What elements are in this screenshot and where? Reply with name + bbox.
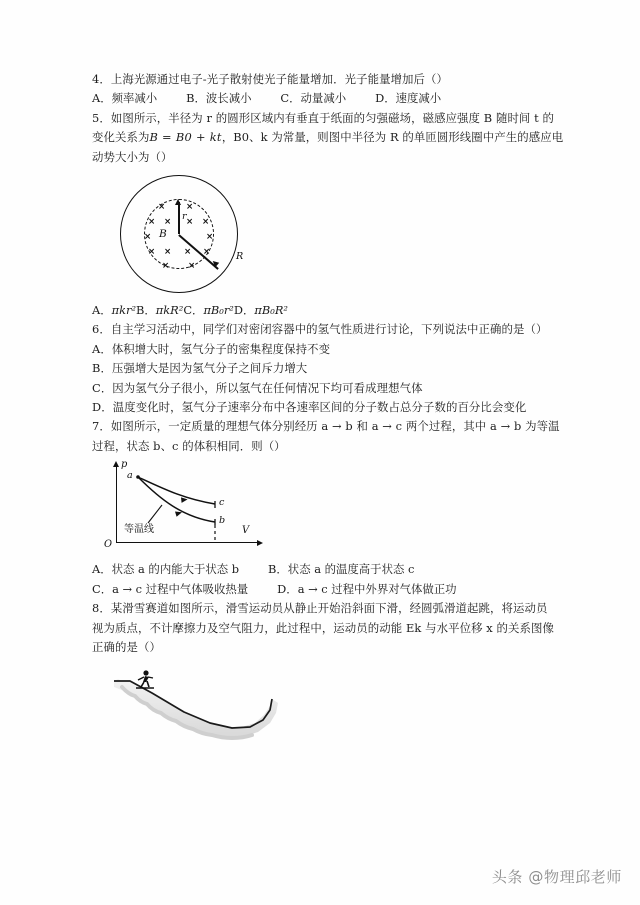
field-x-icon: × xyxy=(164,247,172,258)
pv-origin-label: O xyxy=(104,539,113,551)
pv-point-a-label: a xyxy=(127,470,133,482)
question-6-stem: 6．自主学习活动中，同学们对密闭容器中的氢气性质进行讨论，下列说法中正确的是（） xyxy=(92,322,548,337)
field-x-icon: × xyxy=(186,202,194,213)
question-6-option-a: A．体积增大时，氢气分子的密集程度保持不变 xyxy=(92,341,331,356)
watermark: 头条 @物理邱老师 xyxy=(491,868,622,886)
exam-content xyxy=(92,70,564,763)
field-x-icon: × xyxy=(144,232,152,243)
question-8-stem-line3: 正确的是（） xyxy=(92,639,161,654)
field-x-icon: × xyxy=(184,247,192,258)
question-4-options: A．频率减小 B．波长减小 C．动量减小 D．速度减小 xyxy=(92,91,442,106)
pv-diagram-figure xyxy=(102,459,352,557)
q5-opt-b-letter: B． xyxy=(136,303,156,318)
question-8-stem-line1: 8．某滑雪赛道如图所示，滑雪运动员从静止开始沿斜面下滑，经圆弧滑道起跳，将运动员 xyxy=(92,601,548,616)
field-x-icon: × xyxy=(148,247,156,258)
field-x-icon: × xyxy=(148,217,156,228)
q5-opt-c-expr: πB₀r² xyxy=(203,303,234,318)
field-x-icon: × xyxy=(164,217,172,228)
q5-opt-d-expr: πB₀R² xyxy=(254,303,288,318)
question-5-stem-line1: 5．如图所示，半径为 r 的圆形区域内有垂直于纸面的匀强磁场，磁感应强度 B 随时间 t 的 xyxy=(92,110,555,125)
radius-r-arrow xyxy=(175,199,181,205)
question-6-option-d: D．温度变化时，氢气分子速率分布中各速率区间的分子数占总分子数的百分比会变化 xyxy=(92,400,527,415)
field-x-icon: × xyxy=(206,232,214,243)
q5-opt-c-letter: C． xyxy=(183,303,204,318)
question-7-stem-line2: 过程，状态 b、c 的体积相同．则（） xyxy=(92,438,286,453)
ski-slope-figure xyxy=(100,665,400,763)
pv-y-axis-label: p xyxy=(121,459,128,471)
question-6-option-c: C．因为氢气分子很小，所以氢气在任何情况下均可看成理想气体 xyxy=(92,380,423,395)
radius-r-label: r xyxy=(182,211,187,223)
radius-R-label: R xyxy=(236,251,244,263)
question-5-options xyxy=(92,301,550,320)
radius-r-line xyxy=(178,202,180,234)
field-B-label: B xyxy=(159,228,167,241)
magnetic-field-figure xyxy=(106,171,406,299)
field-x-icon: × xyxy=(162,261,170,272)
field-x-icon: × xyxy=(202,217,210,228)
q5-opt-b-expr: πkR² xyxy=(155,303,184,318)
field-x-icon: × xyxy=(158,202,166,213)
pv-point-c-label: c xyxy=(219,497,225,509)
pv-x-axis-label: V xyxy=(242,525,250,537)
q5-opt-a-letter: A． xyxy=(92,303,112,318)
q5-opt-a-expr: πkr² xyxy=(111,303,137,318)
q5-opt-d-letter: D． xyxy=(233,303,255,318)
q5-line2-pre: 变化关系为 xyxy=(92,130,150,145)
field-x-icon: × xyxy=(186,217,194,228)
question-7-options-line1: A．状态 a 的内能大于状态 b B．状态 a 的温度高于状态 c xyxy=(92,562,415,577)
field-x-icon: × xyxy=(203,247,211,258)
question-4-stem: 4．上海光源通过电子-光子散射使光子能量增加．光子能量增加后（） xyxy=(92,72,449,86)
pv-curves xyxy=(102,459,352,557)
pv-isotherm-label: 等温线 xyxy=(124,524,154,536)
question-8-stem-line2: 视为质点，不计摩擦力及空气阻力，此过程中，运动员的动能 Ek 与水平位移 x 的关系图像 xyxy=(92,620,554,635)
q5-formula: B = B0 + kt xyxy=(149,130,222,145)
ski-slope-drawing xyxy=(100,665,400,763)
q5-line2-mid: ，B0、k 为常量，则图中半径为 R 的单匝圆形线圈中产生的感应电 xyxy=(221,130,564,145)
question-6-option-b: B．压强增大是因为氢气分子之间斥力增大 xyxy=(92,361,308,376)
question-5-stem-line2 xyxy=(92,128,564,147)
pv-point-b-label: b xyxy=(219,515,226,527)
question-5-stem-line3: 动势大小为（） xyxy=(92,149,173,164)
field-x-icon: × xyxy=(188,261,196,272)
question-7-stem-line1: 7．如图所示，一定质量的理想气体分别经历 a → b 和 a → c 两个过程，其中 a → b 为等温 xyxy=(92,419,560,434)
question-7-options-line2: C．a → c 过程中气体吸收热量 D．a → c 过程中外界对气体做正功 xyxy=(92,581,457,596)
